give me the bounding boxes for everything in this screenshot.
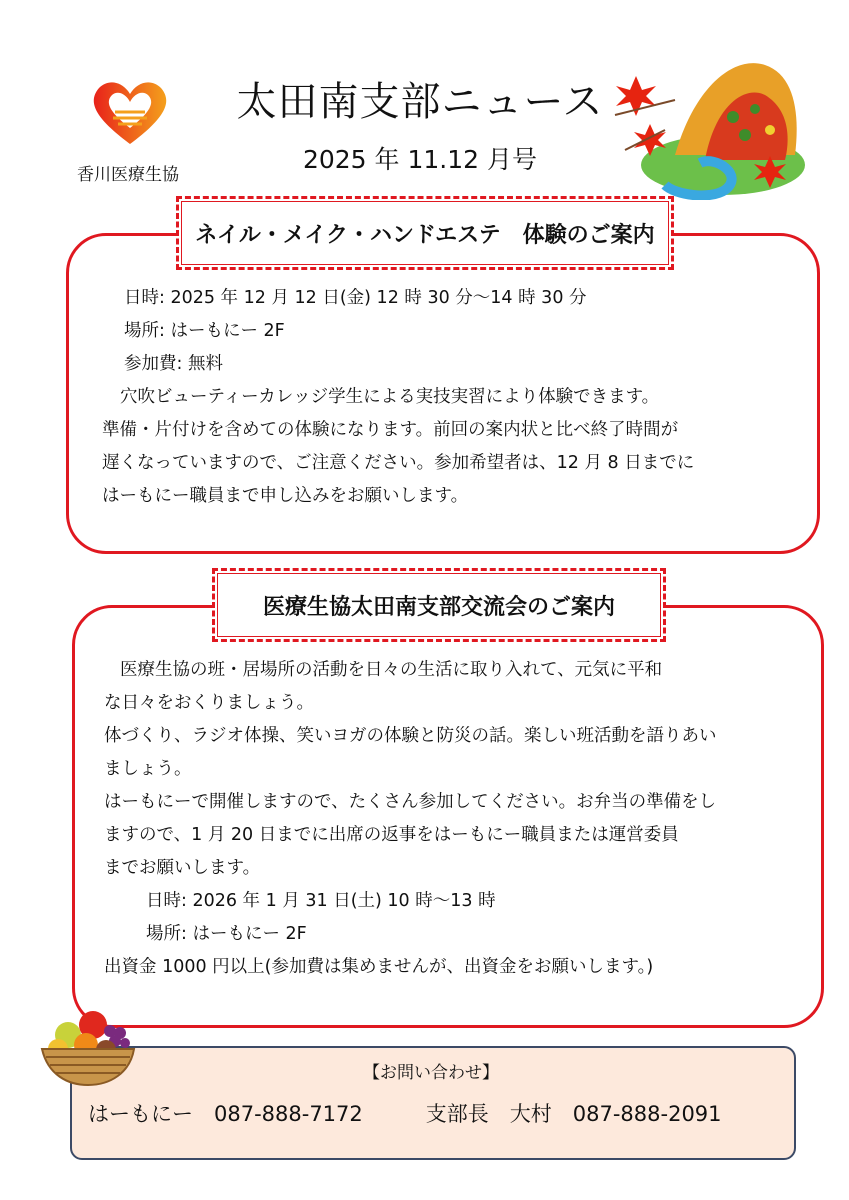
section2-contribution: 出資金 1000 円以上(参加費は集めませんが、出資金をお願いします。) bbox=[104, 957, 654, 977]
contact-phones: はーもにー 087-888-7172 支部長 大村 087-888-2091 bbox=[88, 1102, 722, 1126]
org-name: 香川医療生協 bbox=[77, 165, 179, 185]
section2-body-line: ましょう。 bbox=[104, 759, 192, 779]
section2-date: 日時: 2026 年 1 月 31 日(土) 10 時～13 時 bbox=[146, 891, 496, 911]
section2-body-line: までお願いします。 bbox=[104, 858, 261, 878]
section1-date: 日時: 2025 年 12 月 12 日(金) 12 時 30 分～14 時 30 分 bbox=[124, 288, 587, 308]
fruit-basket-icon bbox=[38, 1005, 138, 1087]
contact-title: 【お問い合わせ】 bbox=[363, 1063, 499, 1083]
section1-body-line: 準備・片付けを含めての体験になります。前回の案内状と比べ終了時間が bbox=[102, 420, 679, 440]
newsletter-title: 太田南支部ニュース bbox=[236, 79, 604, 125]
section2-body-line: はーもにーで開催しますので、たくさん参加してください。お弁当の準備をし bbox=[104, 792, 717, 812]
issue-label: 2025 年 11.12 月号 bbox=[302, 145, 538, 174]
section2-body-line: 医療生協の班・居場所の活動を日々の生活に取り入れて、元気に平和 bbox=[120, 660, 663, 680]
section1-body-line: 穴吹ビューティーカレッジ学生による実技実習により体験できます。 bbox=[120, 387, 660, 407]
section2-place: 場所: はーもにー 2F bbox=[146, 924, 307, 944]
section1-body-line: はーもにー職員まで申し込みをお願いします。 bbox=[102, 486, 469, 506]
section1-body-line: 遅くなっていますので、ご注意ください。参加希望者は、12 月 8 日までに bbox=[102, 453, 695, 473]
section1-title: ネイル・メイク・ハンドエステ 体験のご案内 bbox=[176, 196, 674, 270]
section2-body-line: ますので、1 月 20 日までに出席の返事をはーもにー職員または運営委員 bbox=[104, 825, 679, 845]
section2-title: 医療生協太田南支部交流会のご案内 bbox=[212, 568, 666, 642]
section1-place: 場所: はーもにー 2F bbox=[124, 321, 285, 341]
autumn-maple-landscape-icon bbox=[605, 55, 805, 200]
section2-body-line: 体づくり、ラジオ体操、笑いヨガの体験と防災の話。楽しい班活動を語りあい bbox=[104, 726, 717, 746]
heart-logo-icon bbox=[85, 78, 175, 148]
section1-fee: 参加費: 無料 bbox=[124, 354, 223, 374]
section2-body-line: な日々をおくりましょう。 bbox=[104, 693, 314, 713]
